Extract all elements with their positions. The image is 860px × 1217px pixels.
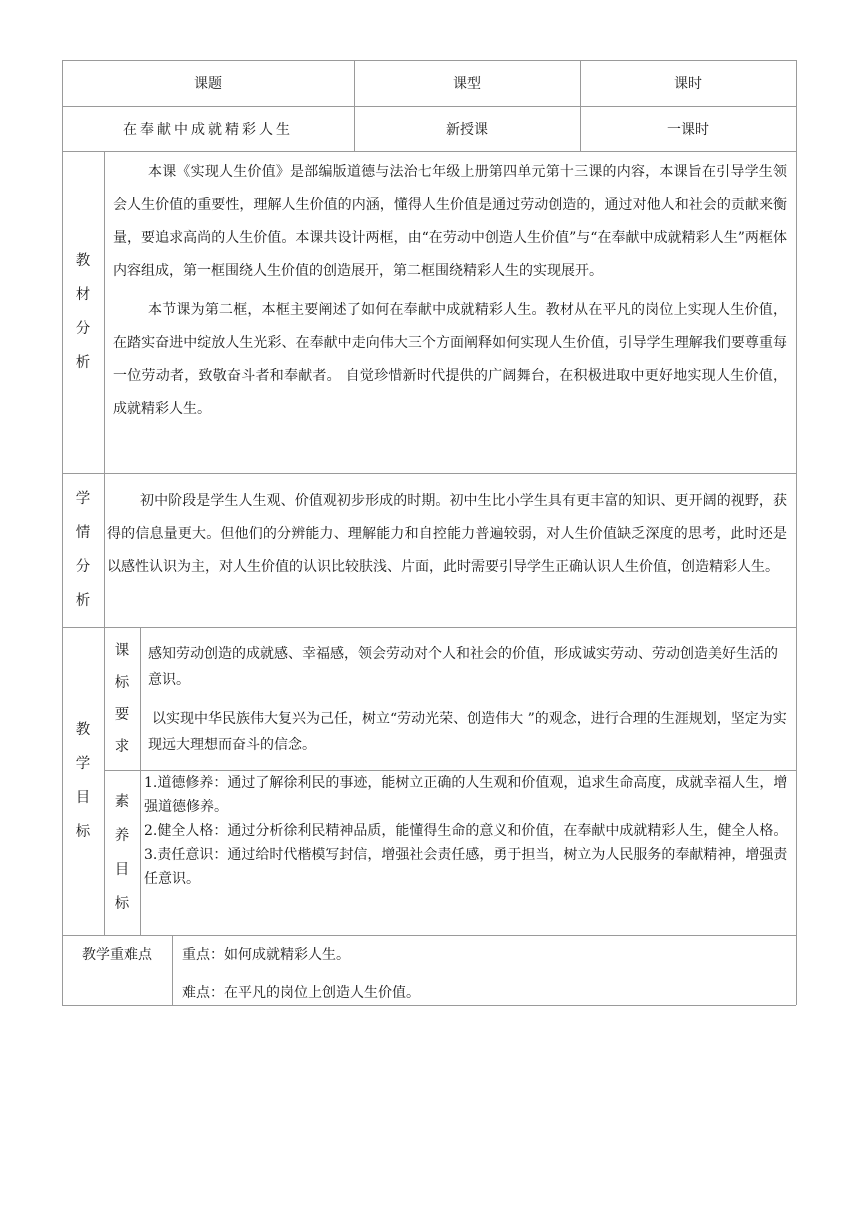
textbook-analysis-content (113, 156, 787, 426)
standards-item-1: 感知劳动创造的成就感、幸福感，领会劳动对个人和社会的价值，形成诚实劳动、劳动创造美好生活的意识。 (148, 646, 778, 688)
curriculum-standards-content (148, 641, 790, 758)
student-analysis-paragraph: 初中阶段是学生人生观、价值观初步形成的时期。初中生比小学生具有更丰富的知识、更开阔的视野，获得的信息量更大。但他们的分辨能力、理解能力和自控能力普遍较弱，对人生价值缺乏深度的思考，此时还是以感性认识为主，对人生价值的认识比较肤浅、片面，此时需要引导学生正确认识人生价值，创造精彩人生。 (107, 493, 787, 575)
textbook-analysis-paragraph-2: 本节课为第二框，本框主要阐述了如何在奉献中成就精彩人生。教材从在平凡的岗位上实现人生价值，在踏实奋进中绽放人生光彩、在奉献中走向伟大三个方面阐释如何实现人生价值，引导学生理解我们要尊重每一位劳动者，致敬奋斗者和奉献者。 自觉珍惜新时代提供的广阔舞台，在积极进取中更好地实现人生价值，成就精彩人生。 (113, 302, 787, 417)
textbook-analysis-label: 教 材 分 析 (75, 253, 91, 371)
standards-item-2: 以实现中华民族伟大复兴为己任，树立“劳动光荣、创造伟大 ”的观念，进行合理的生涯规划，坚定为实现远大理想而奋斗的信念。 (148, 711, 787, 753)
core-literacy-content (144, 771, 788, 891)
curriculum-standards-label: 课 标 要 求 (114, 642, 130, 755)
key-points-label: 教学重难点 (82, 947, 152, 963)
header-hours: 课时 (674, 76, 702, 92)
literacy-item-1: 1.道德修养：通过了解徐利民的事迹，能树立正确的人生观和价值观，追求生命高度，成就幸福人生，增强道德修养。 (144, 775, 788, 815)
student-analysis-content (107, 485, 787, 584)
lesson-hours: 一课时 (667, 121, 709, 138)
lesson-type: 新授课 (446, 121, 488, 138)
literacy-item-3: 3.责任意识：通过给时代楷模写封信，增强社会责任感，勇于担当，树立为人民服务的奉献精神，增强责任意识。 (144, 847, 788, 887)
lesson-title: 在奉献中成就精彩人生 (123, 121, 293, 138)
header-topic: 课题 (194, 76, 222, 92)
core-literacy-label: 素 养 目 标 (114, 793, 130, 912)
textbook-analysis-paragraph-1: 本课《实现人生价值》是部编版道德与法治七年级上册第四单元第十三课的内容，本课旨在引导学生领会人生价值的重要性，理解人生价值的内涵，懂得人生价值是通过劳动创造的，通过对他人和社会的贡献来衡量，要追求高尚的人生价值。本课共设计两框，由“在劳动中创造人生价值”与“在奉献中成就精彩人生”两框体内容组成，第一框围绕人生价值的创造展开，第二框围绕精彩人生的实现展开。 (113, 164, 787, 279)
student-analysis-label: 学 情 分 析 (75, 491, 91, 609)
literacy-item-2: 2.健全人格：通过分析徐利民精神品质，能懂得生命的意义和价值，在奉献中成就精彩人生，健全人格。 (144, 823, 788, 839)
key-point-difficulty: 难点：在平凡的岗位上创造人生价值。 (182, 985, 420, 1001)
header-type: 课型 (453, 76, 481, 92)
key-point-focus: 重点：如何成就精彩人生。 (182, 947, 350, 963)
teaching-goals-label: 教 学 目 标 (75, 722, 91, 840)
